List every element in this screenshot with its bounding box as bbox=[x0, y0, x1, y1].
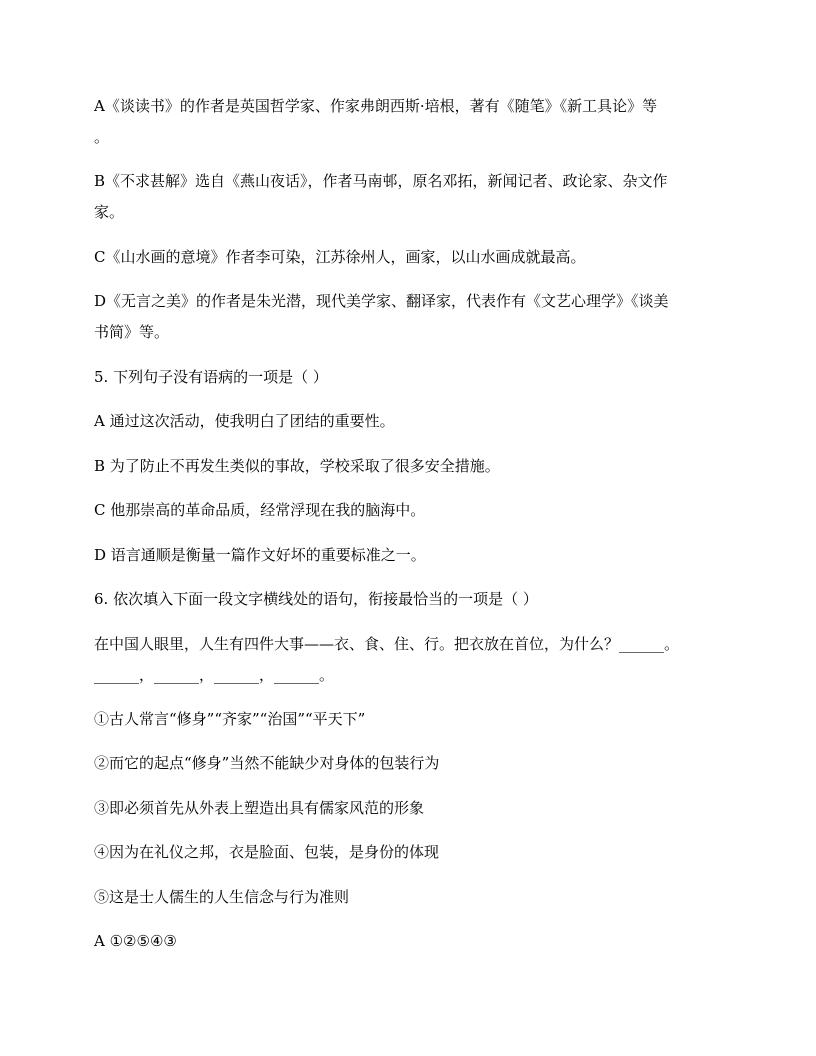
q6-stem: 6. 依次填入下面一段文字横线处的语句，衔接最恰当的一项是（ ） bbox=[94, 590, 538, 608]
q5-option-c: C 他那崇高的革命品质，经常浮现在我的脑海中。 bbox=[94, 501, 426, 519]
q6-sentence-2: ②而它的起点“修身”当然不能缺少对身体的包装行为 bbox=[94, 754, 440, 772]
q5-stem: 5. 下列句子没有语病的一项是（ ） bbox=[94, 368, 328, 386]
q4-option-b-line2: 家。 bbox=[94, 203, 125, 221]
q4-option-d-line2: 书简》等。 bbox=[94, 323, 170, 341]
q6-sentence-1: ①古人常言“修身”“齐家”“治国”“平天下” bbox=[94, 710, 366, 728]
q6-passage-line2: ______，______，______，______。 bbox=[94, 666, 335, 684]
q5-option-b: B 为了防止不再发生类似的事故，学校采取了很多安全措施。 bbox=[94, 457, 500, 475]
q4-option-b-line1: B《不求甚解》选自《燕山夜话》，作者马南邨，原名邓拓，新闻记者、政论家、杂文作 bbox=[94, 172, 668, 190]
q4-option-a-line2: 。 bbox=[94, 128, 110, 146]
q6-sentence-3: ③即必须首先从外表上塑造出具有儒家风范的形象 bbox=[94, 799, 425, 817]
q6-sentence-5: ⑤这是士人儒生的人生信念与行为准则 bbox=[94, 888, 350, 906]
q5-option-a: A 通过这次活动，使我明白了团结的重要性。 bbox=[94, 412, 395, 430]
q6-passage-line1: 在中国人眼里，人生有四件大事——衣、食、住、行。把衣放在首位，为什么？______。 bbox=[94, 635, 680, 653]
q6-option-a: A ①②⑤④③ bbox=[94, 932, 177, 950]
q4-option-d-line1: D《无言之美》的作者是朱光潜，现代美学家、翻译家，代表作有《文艺心理学》《谈美 bbox=[94, 292, 669, 310]
q4-option-c: C《山水画的意境》作者李可染，江苏徐州人，画家，以山水画成就最高。 bbox=[94, 248, 586, 266]
q6-sentence-4: ④因为在礼仪之邦，衣是脸面、包装，是身份的体现 bbox=[94, 843, 440, 861]
q5-option-d: D 语言通顺是衡量一篇作文好坏的重要标准之一。 bbox=[94, 546, 426, 564]
q4-option-a-line1: A《谈读书》的作者是英国哲学家、作家弗朗西斯·培根，著有《随笔》《新工具论》等 bbox=[94, 97, 658, 115]
